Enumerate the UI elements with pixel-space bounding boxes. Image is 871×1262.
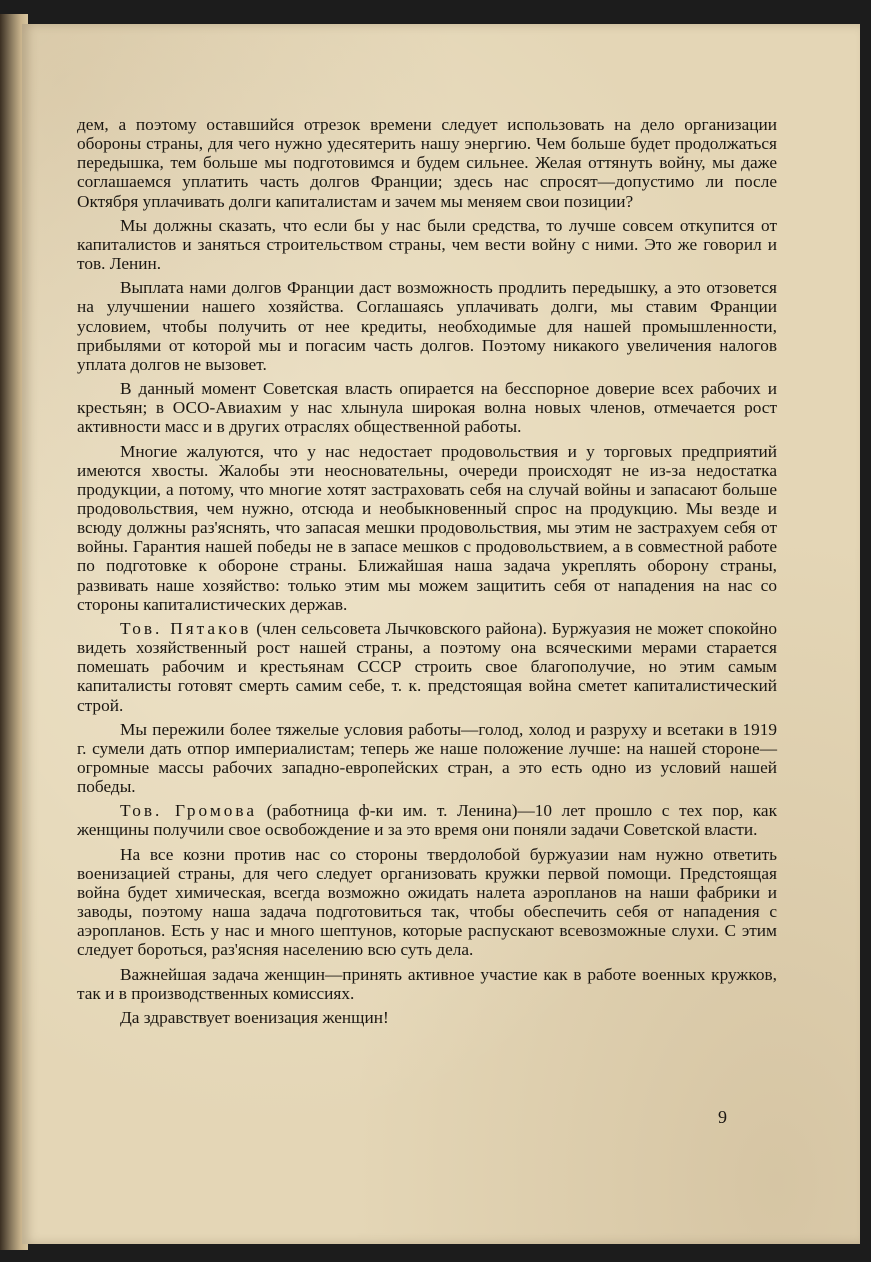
page-body-text <box>77 115 777 1032</box>
paragraph-8 <box>77 801 777 839</box>
paragraph-10: Важнейшая задача женщин—принять активное участие как в работе военных кружков, так и в производственных комиссиях. <box>77 964 777 1003</box>
speaker-name: Тов. Пятаков <box>120 618 252 638</box>
speaker-name: Тов. Громова <box>120 801 258 821</box>
paragraph-9: На все козни против нас со стороны твердолобой буржуазии нам нужно ответить военизацией страны, для чего следует организовать кружки первой помощи. Предстоящая война будет химическая, всегда возможно ожидать налета аэропланов на наши фабрики и заводы, поэтому наша задача подготовиться так, чтобы обеспечить себя от нападения с аэропланов. Есть у нас и много шептунов, которые распускают всевозможные слухи. С этим следует бороться, раз'ясняя населению всю суть дела. <box>77 844 777 960</box>
book-page <box>22 24 860 1244</box>
paragraph-7: Мы пережили более тяжелые условия работы—голод, холод и разруху и всетаки в 1919 г. сумели дать отпор империалистам; теперь же наше положение лучше: на нашей стороне—огромные массы рабочих западно-европейских стран, а это есть одно из условий нашей победы. <box>77 719 777 797</box>
paragraph-2: Мы должны сказать, что если бы у нас были средства, то лучше совсем откупится от капиталистов и заняться строительством страны, чем вести войну с ними. Это же говорил и тов. Ленин. <box>77 215 777 274</box>
paragraph-1: дем, а поэтому оставшийся отрезок времени следует использовать на дело организации обороны страны, для чего нужно удесятерить нашу энергию. Чем больше будет продолжаться передышка, тем больше мы подготовимся и будем сильнее. Желая оттянуть войну, мы даже соглашаемся уплатить часть долгов Франции; здесь нас спросят—допустимо ли после Октября уплачивать долги капиталистам и зачем мы меняем свои позиции? <box>77 115 777 211</box>
speaker-remarks: (работница ф-ки им. т. Ленина)—10 лет прошло с тех пор, как женщины получили свое освобождение и за это время они поняли задачи Советской власти. <box>77 801 777 840</box>
paragraph-4: В данный момент Советская власть опирается на бесспорное доверие всех рабочих и крестьян; в ОСО-Авиахим у нас хлынула широкая волна новых членов, отмечается рост активности масс и в других отраслях общественной работы. <box>77 379 777 437</box>
paragraph-5: Многие жалуются, что у нас недостает продовольствия и у торговых предприятий имеются хвосты. Жалобы эти неосновательны, очереди происходят не из-за недостатка продукции, а потому, что многие хотят застраховать себя на случай войны и запасают больше продовольствия, чем нужно, отсюда и необыкновенный спрос на продукцию. Мы везде и всюду должны раз'яснять, что запасая мешки продовольствия, мы этим не застрахуем себя от войны. Гарантия нашей победы не в запасе мешков с продовольствием, а в совместной работе по подготовке к обороне страны. Ближайшая наша задача укреплять оборону страны, развивать наше хозяйство: только этим мы можем защитить себя от нападения на нас со стороны капиталистических держав. <box>77 441 777 614</box>
paragraph-3: Выплата нами долгов Франции даст возможность продлить передышку, а это отзовется на улучшении нашего хозяйства. Соглашаясь уплачивать долги, мы ставим Франции условием, чтобы получить от нее кредиты, необходимые для нашей промышленности, прибылями от которой мы и погасим часть долгов. Поэтому никакого увеличения налогов уплата долгов не вызовет. <box>77 278 777 374</box>
speaker-remarks: (член сельсовета Лычковского района). Буржуазия не может спокойно видеть хозяйственный рост нашей страны, а поэтому она всяческими мерами старается помешать рабочим и крестьянам СССР строить свое благополучие, но этим самым капиталисты готовят смерть самим себе, т. к. предстоящая война сметет капиталистический строй. <box>77 618 777 715</box>
page-number: 9 <box>718 1107 727 1127</box>
paragraph-11: Да здравствует военизация женщин! <box>120 1007 389 1027</box>
paragraph-6 <box>77 619 777 715</box>
